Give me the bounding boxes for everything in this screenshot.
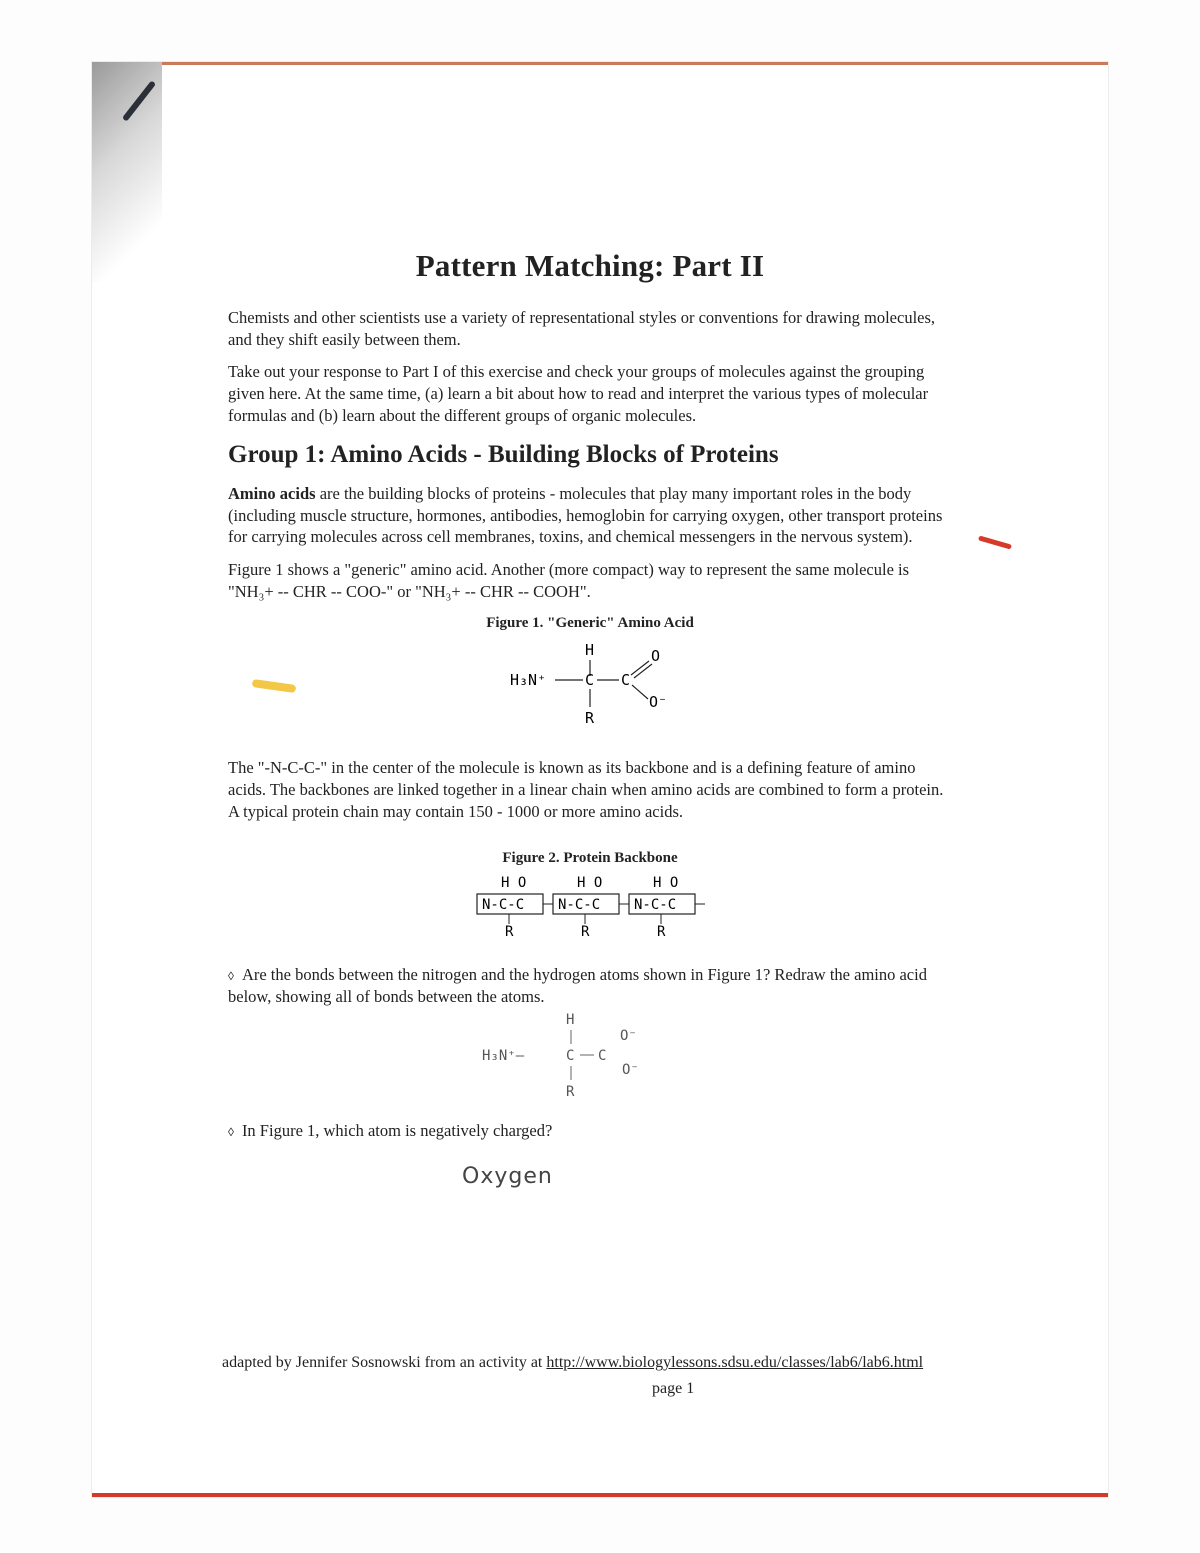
backbone-paragraph: The "-N-C-C-" in the center of the molecule is known as its backbone and is a defining feature of amino acids. The backbones are linked together in a linear chain when amino acids are combined to form a protein. A typical protein chain may contain 150 - 1000 or more amino acids.	[228, 758, 944, 821]
hw-n: H₃N⁺—	[482, 1047, 525, 1064]
hw-c2: C	[598, 1047, 607, 1064]
footer-credit	[222, 1352, 962, 1374]
page-number: page 1	[652, 1380, 695, 1397]
question-2-text: In Figure 1, which atom is negatively charged?	[241, 1120, 553, 1140]
question-1-text: Are the bonds between the nitrogen and the hydrogen atoms shown in Figure 1? Redraw the amino acid below, showing all of bonds between the atoms.	[228, 965, 927, 1007]
unit3-mid: N-C-C	[634, 897, 677, 914]
figure2-protein-backbone-diagram	[473, 874, 707, 940]
hw-r: R	[566, 1083, 575, 1100]
unit3-r: R	[657, 924, 666, 941]
unit1-mid: N-C-C	[482, 897, 525, 914]
unit3-top: H O	[653, 875, 679, 892]
handwritten-amino-acid	[476, 1010, 676, 1102]
document-body	[228, 240, 952, 1191]
hw-o2: O⁻	[622, 1061, 639, 1078]
amino-acids-term: Amino acids	[228, 483, 316, 503]
backbone-unit-2	[553, 875, 619, 940]
intro-paragraph-1: Chemists and other scientists use a variety of representational styles or conventions for drawing molecules, and they shift easily between them.	[228, 307, 936, 349]
unit2-r: R	[581, 924, 590, 941]
amino-acids-paragraph	[228, 483, 952, 548]
hw-h: H	[566, 1011, 575, 1028]
credit-text: adapted by Jennifer Sosnowski from an activity at	[222, 1354, 547, 1371]
hw-o1: O⁻	[620, 1027, 637, 1044]
fig1-h: H	[585, 641, 595, 660]
question-1	[228, 964, 952, 1008]
diamond-bullet-icon: ◊	[228, 969, 234, 984]
diamond-bullet-icon: ◊	[228, 1124, 234, 1139]
intro-paragraph-2: Take out your response to Part I of this exercise and check your groups of molecules against the grouping given here. At the same time, (a) learn a bit about how to read and interpret the various types of molecular formulas and (b) learn about the different groups of organic molecules.	[228, 362, 929, 425]
figure2-caption: Figure 2. Protein Backbone	[502, 849, 678, 866]
unit1-r: R	[505, 924, 514, 941]
source-link[interactable]: http://www.biologylessons.sdsu.edu/classes/lab6/lab6.html	[546, 1354, 924, 1371]
fig1-n: H₃N⁺	[510, 671, 547, 690]
figure1-description: Figure 1 shows a "generic" amino acid. Another (more compact) way to represent the same molecule is "NH₃+ -- CHR -- COO-" or "NH₃+ -- CHR -- COOH".	[228, 560, 910, 601]
fig1-c1: C	[585, 671, 595, 690]
fig1-o1: O	[651, 647, 661, 666]
group1-heading: Group 1: Amino Acids - Building Blocks of Proteins	[228, 440, 779, 468]
question-2	[228, 1120, 952, 1142]
unit1-top: H O	[501, 875, 527, 892]
fig1-c2: C	[621, 671, 631, 690]
fig1-r: R	[585, 709, 595, 728]
question-2-answer: Oxygen	[462, 1163, 553, 1189]
backbone-unit-3	[629, 875, 695, 940]
page-title: Pattern Matching: Part II	[415, 248, 765, 283]
backbone-unit-1	[477, 875, 543, 940]
fig1-o2: O⁻	[649, 693, 668, 712]
figure1-caption: Figure 1. "Generic" Amino Acid	[486, 614, 694, 631]
figure1-amino-acid-diagram	[505, 639, 675, 731]
hw-c1: C	[566, 1047, 575, 1064]
unit2-top: H O	[577, 875, 603, 892]
page-fold-shadow	[92, 62, 162, 282]
unit2-mid: N-C-C	[558, 897, 601, 914]
amino-acids-text: are the building blocks of proteins - molecules that play many important roles in the body (including muscle structure, hormones, antibodies, hemoglobin for carrying oxygen, other transport proteins for carrying molecules across cell membranes, toxins, and chemical messengers in the nervous system).	[228, 483, 943, 547]
